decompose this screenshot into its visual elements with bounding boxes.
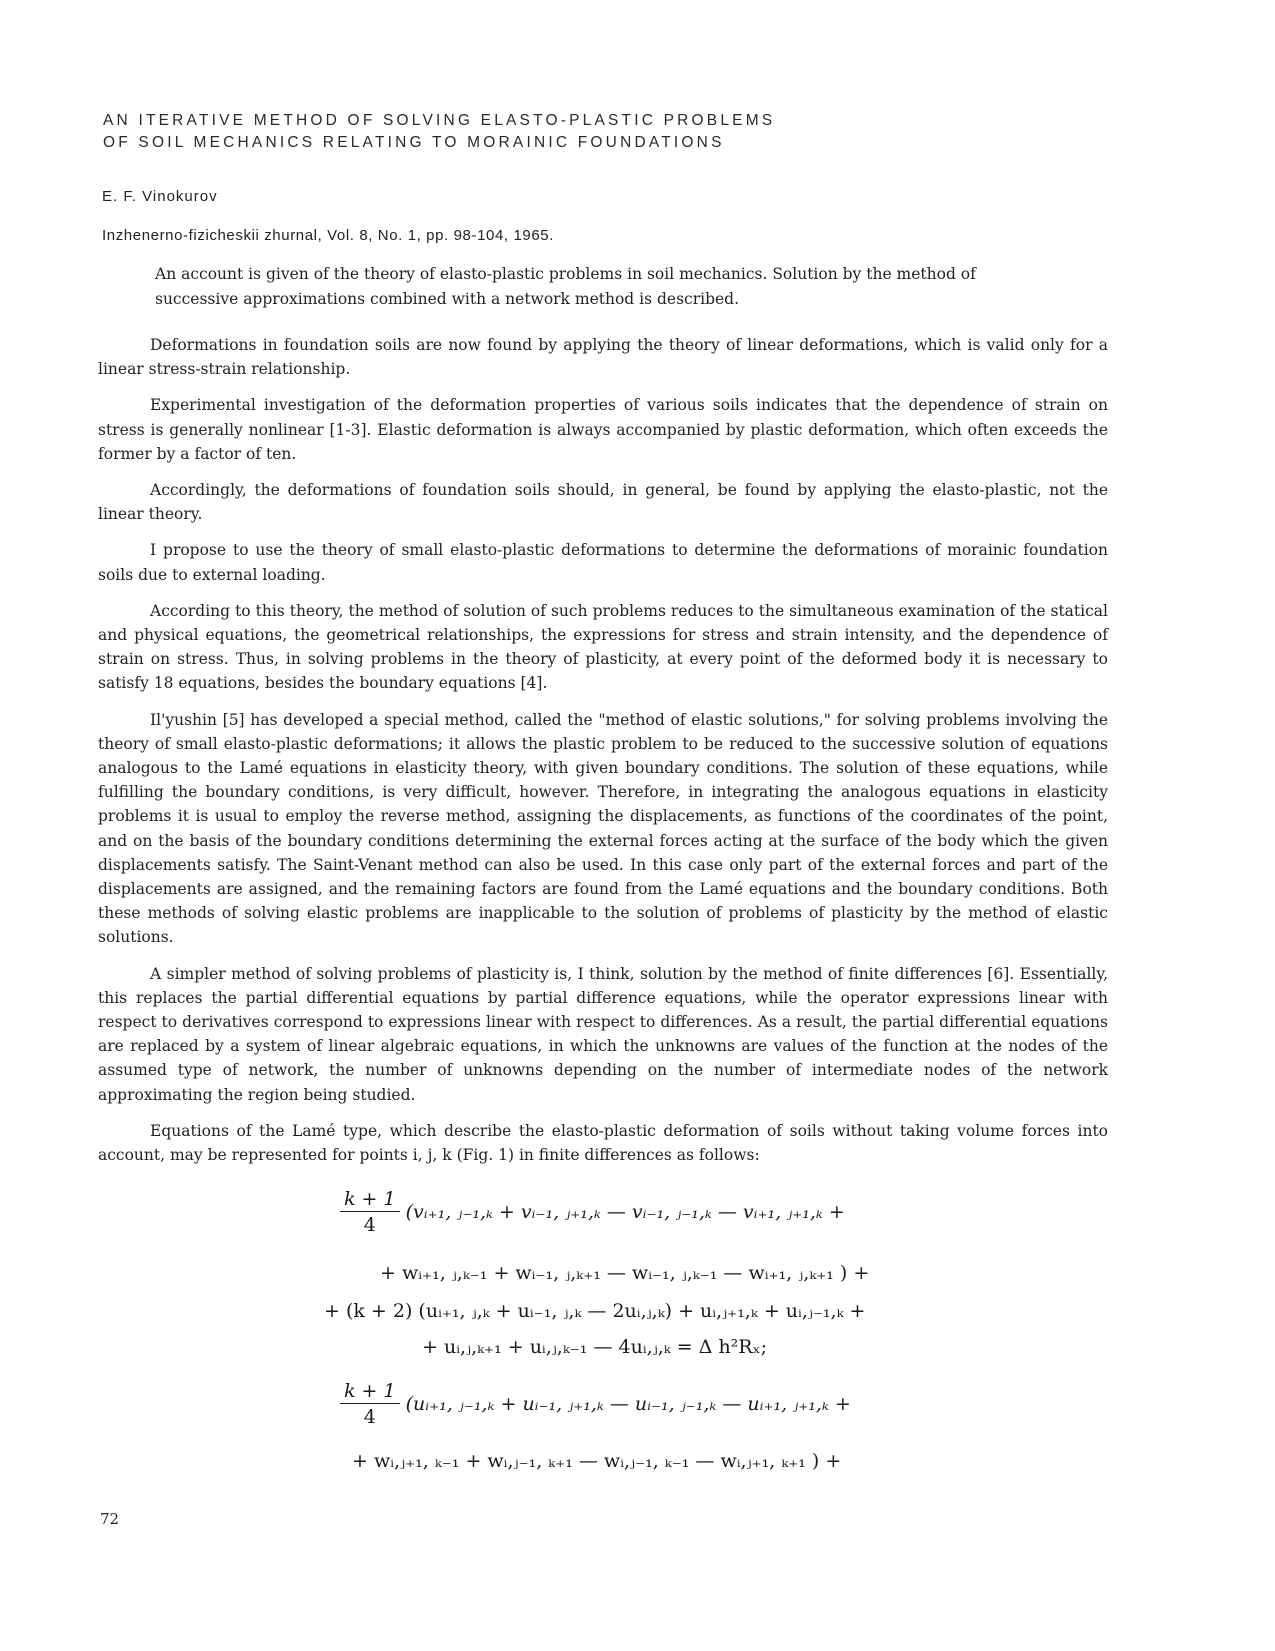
equation-line-6: + wᵢ,ⱼ₊₁, ₖ₋₁ + wᵢ,ⱼ₋₁, ₖ₊₁ — wᵢ,ⱼ₋₁, ₖ₋₁ — wᵢ,ⱼ₊₁, ₖ₊₁ ) + xyxy=(352,1450,842,1472)
journal-citation: Inzhenerno-fizicheskii zhurnal, Vol. 8, No. 1, pp. 98-104, 1965. xyxy=(102,227,554,244)
paragraph: Il'yushin [5] has developed a special method, called the "method of elastic solutions," for solving problems involving the theory of small elasto-plastic deformations; it allows the plastic problem to be reduced to the successive solution of equations analogous to the Lamé equations in elasticity theory, with given boundary conditions. The solution of these equations, while fulfilling the boundary conditions, is very difficult, however. Therefore, in integrating the analogous equations in elasticity problems it is usual to employ the reverse method, assigning the displacements, as functions of the coordinates of the point, and on the basis of the boundary conditions determining the external forces acting at the surface of the body which the given displacements satisfy. The Saint-Venant method can also be used. In this case only part of the external forces and part of the displacements are assigned, and the remaining factors are found from the Lamé equations and the boundary conditions. Both these methods of solving elastic problems are inapplicable to the solution of problems of plasticity by the method of elastic solutions. xyxy=(98,710,1108,947)
paragraph: Experimental investigation of the deformation properties of various soils indicates that the dependence of strain on stress is generally nonlinear [1-3]. Elastic deformation is always accompanied by plastic deformation, which often exceeds the former by a factor of ten. xyxy=(98,396,1108,463)
author-name: E. F. Vinokurov xyxy=(102,188,218,205)
paragraph: Accordingly, the deformations of foundation soils should, in general, be found by applying the elasto-plastic, not the linear theory. xyxy=(98,481,1108,524)
paragraph: Equations of the Lamé type, which describe the elasto-plastic deformation of soils without taking volume forces into account, may be represented for points i, j, k (Fig. 1) in finite differences as follows: xyxy=(98,1121,1108,1165)
fraction-denominator: 4 xyxy=(363,1214,376,1236)
fraction xyxy=(340,1188,400,1236)
page-number: 72 xyxy=(100,1510,120,1528)
paragraph: I propose to use the theory of small elasto-plastic deformations to determine the deformations of morainic foundation soils due to external loading. xyxy=(98,541,1108,584)
equation-term: (uᵢ₊₁, ⱼ₋₁,ₖ + uᵢ₋₁, ⱼ₊₁,ₖ — uᵢ₋₁, ⱼ₋₁,ₖ — uᵢ₊₁, ⱼ₊₁,ₖ + xyxy=(405,1393,851,1415)
fraction-numerator: k + 1 xyxy=(340,1380,400,1404)
equation-line-4: + uᵢ,ⱼ,ₖ₊₁ + uᵢ,ⱼ,ₖ₋₁ — 4uᵢ,ⱼ,ₖ = Δ h²Rₓ; xyxy=(422,1336,768,1358)
paper-title-line-1: AN ITERATIVE METHOD OF SOLVING ELASTO-PLASTIC PROBLEMS xyxy=(103,112,776,129)
paragraph: Deformations in foundation soils are now found by applying the theory of linear deformations, which is valid only for a linear stress-strain relationship. xyxy=(98,336,1108,379)
equation-line-1 xyxy=(340,1188,845,1236)
body-text xyxy=(98,333,1108,1179)
paragraph: A simpler method of solving problems of plasticity is, I think, solution by the method of finite differences [6]. Essentially, this replaces the partial differential equations by partial difference equations, while the operator expressions linear with respect to derivatives correspond to expressions linear with respect to differences. As a result, the partial differential equations are replaced by a system of linear algebraic equations, in which the unknowns are values of the function at the nodes of the assumed type of network, the number of unknowns depending on the number of intermediate nodes of the network approximating the region being studied. xyxy=(98,964,1108,1104)
fraction-numerator: k + 1 xyxy=(340,1188,400,1212)
abstract: An account is given of the theory of elasto-plastic problems in soil mechanics. Solution by the method of successive approximations combined with a network method is described. xyxy=(155,265,976,308)
paragraph: According to this theory, the method of solution of such problems reduces to the simultaneous examination of the statical and physical equations, the geometrical relationships, the expressions for stress and strain intensity, and the dependence of strain on stress. Thus, in solving problems in the theory of plasticity, at every point of the deformed body it is necessary to satisfy 18 equations, besides the boundary equations [4]. xyxy=(98,601,1108,693)
equation-line-2: + wᵢ₊₁, ⱼ,ₖ₋₁ + wᵢ₋₁, ⱼ,ₖ₊₁ — wᵢ₋₁, ⱼ,ₖ₋₁ — wᵢ₊₁, ⱼ,ₖ₊₁ ) + xyxy=(380,1262,870,1284)
equation-line-3: + (k + 2) (uᵢ₊₁, ⱼ,ₖ + uᵢ₋₁, ⱼ,ₖ — 2uᵢ,ⱼ,ₖ) + uᵢ,ⱼ₊₁,ₖ + uᵢ,ⱼ₋₁,ₖ + xyxy=(324,1300,866,1322)
equation-term: (vᵢ₊₁, ⱼ₋₁,ₖ + vᵢ₋₁, ⱼ₊₁,ₖ — vᵢ₋₁, ⱼ₋₁,ₖ — vᵢ₊₁, ⱼ₊₁,ₖ + xyxy=(405,1201,845,1223)
fraction xyxy=(340,1380,400,1428)
fraction-denominator: 4 xyxy=(363,1406,376,1428)
paper-title xyxy=(103,110,1003,154)
equation-line-5 xyxy=(340,1380,851,1428)
paper-title-line-2: OF SOIL MECHANICS RELATING TO MORAINIC FOUNDATIONS xyxy=(103,134,725,151)
